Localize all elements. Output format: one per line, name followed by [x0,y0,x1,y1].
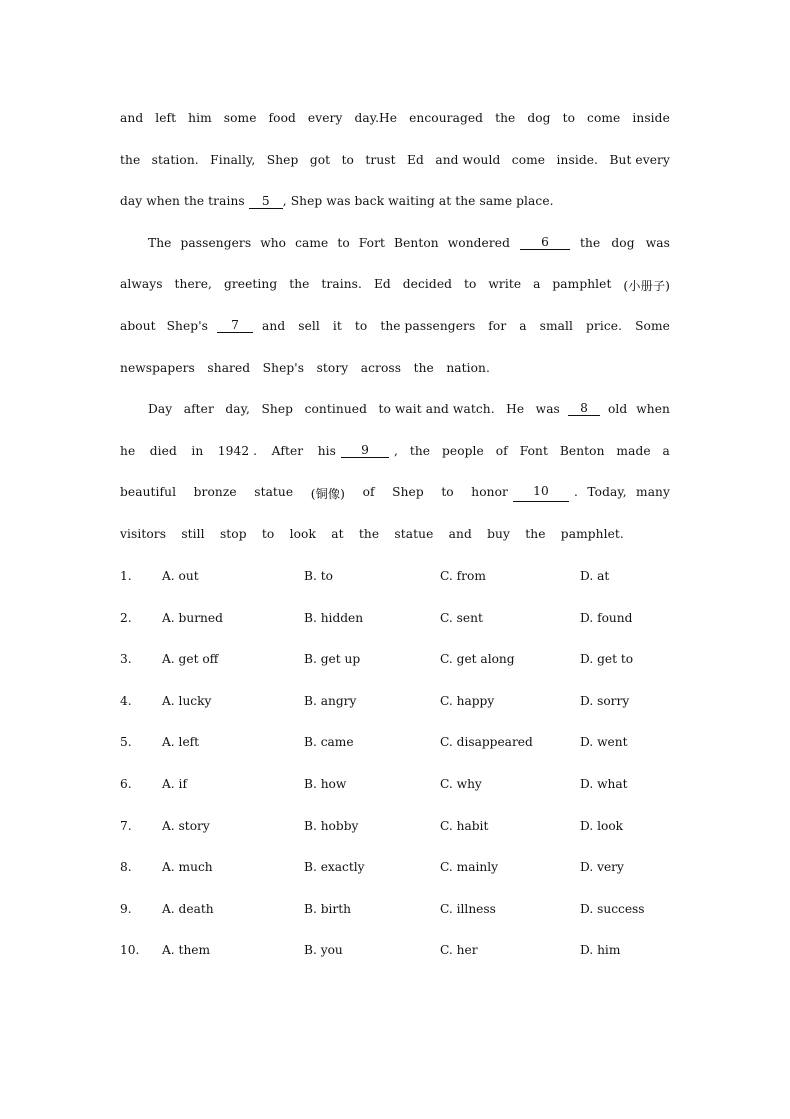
passage-word: left [155,111,177,125]
passage-line [120,319,670,333]
option-c: C. habit [440,819,489,833]
passage-word: continued [304,402,367,416]
passage-word: the [409,444,431,458]
passage-word: many [636,485,670,499]
passage-word: he [120,444,136,458]
option-b: B. hidden [304,611,364,625]
passage-word: a [519,319,527,333]
option-c: C. her [440,943,478,957]
blank-7: 7 [217,319,253,333]
passage-word: to [261,527,275,541]
passage-word: dog [611,236,635,250]
passage-word: the [525,527,546,541]
option-b: B. came [304,735,354,749]
passage-word: it [332,319,342,333]
option-c: C. why [440,777,482,791]
passage-word: price. [586,319,623,333]
passage-line [120,361,490,375]
passage-word: Benton [394,236,439,250]
passage-word: Today, [587,485,627,499]
passage-word: to [441,485,454,499]
question-number: 10. [120,943,140,957]
passage-word: the [120,153,141,167]
option-b: B. angry [304,694,357,708]
passage-word: inside [632,111,670,125]
passage-word: the [358,527,380,541]
passage-word: small [539,319,574,333]
passage-segment [120,485,508,502]
option-d: D. very [580,860,624,874]
passage-word: every [307,111,343,125]
question-number: 3. [120,652,132,666]
passage-word: . [574,485,578,499]
passage-word: dog [527,111,551,125]
passage-word: for [488,319,507,333]
passage-word: statue [394,527,434,541]
passage-word: of [495,444,508,458]
passage-word: the [580,236,601,250]
question-number: 1. [120,569,132,583]
passage-word: Some [635,319,670,333]
passage-word: story [316,361,349,375]
passage-word: who [260,236,287,250]
passage-word: some [223,111,257,125]
option-c: C. get along [440,652,515,666]
option-c: C. happy [440,694,495,708]
passage-line [148,236,670,250]
passage-word: newspapers [120,361,195,375]
question-number: 6. [120,777,132,791]
option-d: D. sorry [580,694,630,708]
option-a: A. if [162,777,187,791]
passage-word: passengers [180,236,252,250]
passage-word: and would [435,153,501,167]
passage-word: Shep [266,153,299,167]
passage-word: day.He [354,111,398,125]
option-b: B. you [304,943,343,957]
passage-segment [608,402,670,416]
option-c: C. disappeared [440,735,533,749]
passage-word: got [309,153,331,167]
option-a: A. them [162,943,211,957]
passage-word: the passengers [380,319,476,333]
option-a: A. out [162,569,199,583]
passage-word: stop [219,527,247,541]
passage-word: , [394,444,398,458]
passage-word: (铜像) [310,487,346,501]
passage-word: Shep's [166,319,208,333]
passage-line [120,485,670,502]
option-c: C. from [440,569,486,583]
option-d: D. look [580,819,624,833]
blank-8: 8 [568,402,600,416]
option-b: B. how [304,777,347,791]
passage-text: , Shep was back waiting at the same place. [282,194,554,208]
passage-word: buy [487,527,510,541]
passage-line [120,527,624,541]
passage-word: and [262,319,286,333]
passage-word: about [120,319,156,333]
passage-word: Day [148,402,173,416]
option-c: C. sent [440,611,483,625]
passage-word: there, [174,277,213,291]
option-d: D. what [580,777,628,791]
passage-word: beautiful [120,485,177,499]
passage-word: to wait and watch. [378,402,495,416]
passage-word: But every [609,153,670,167]
passage-segment [148,236,510,250]
passage-word: still [181,527,205,541]
passage-word: came [295,236,329,250]
passage-word: Benton [559,444,605,458]
passage-word: food [268,111,296,125]
passage-word: pamphlet [552,277,612,291]
blank-10: 10 [513,485,569,502]
passage-word: Font [519,444,548,458]
passage-word: the [495,111,516,125]
passage-word: Shep's [262,361,305,375]
option-a: A. much [162,860,213,874]
passage-word: to [354,319,368,333]
question-number: 7. [120,819,132,833]
passage-line [120,111,670,125]
option-b: B. birth [304,902,351,916]
option-a: A. story [162,819,210,833]
passage-word: was [645,236,670,250]
passage-segment [394,444,670,458]
passage-word: Ed [407,153,424,167]
passage-word: to [562,111,576,125]
passage-word: trains. [321,277,362,291]
passage-word: died [149,444,177,458]
passage-word: the [289,277,310,291]
option-a: A. death [162,902,214,916]
passage-word: The [148,236,172,250]
question-number: 4. [120,694,132,708]
option-d: D. at [580,569,610,583]
passage-word: the [413,361,434,375]
option-d: D. success [580,902,645,916]
passage-word: greeting [223,277,278,291]
question-number: 5. [120,735,132,749]
passage-segment [574,485,670,502]
passage-word: at [331,527,344,541]
passage-line [148,402,670,416]
passage-word: bronze [193,485,237,499]
passage-segment [262,319,670,333]
question-number: 8. [120,860,132,874]
passage-text: day when the trains [120,194,245,208]
passage-word: After [271,444,304,458]
option-b: B. get up [304,652,361,666]
passage-word: shared [207,361,251,375]
blank-6: 6 [520,236,570,250]
passage-line [120,194,670,209]
passage-word: trust [365,153,396,167]
option-c: C. illness [440,902,496,916]
option-d: D. get to [580,652,634,666]
passage-word: wondered [447,236,510,250]
passage-word: 1942 . [217,444,258,458]
passage-word: was [535,402,560,416]
passage-word: look [289,527,316,541]
passage-segment [148,402,560,416]
passage-word: across [360,361,402,375]
blank-9: 9 [341,444,389,458]
passage-line [120,444,670,458]
passage-word: station. [151,153,199,167]
passage-word: He [506,402,525,416]
option-b: B. exactly [304,860,365,874]
passage-word: come [511,153,546,167]
passage-word: (小册子) [623,279,670,293]
passage-line [120,277,670,294]
passage-segment [120,319,208,333]
passage-word: him [188,111,212,125]
passage-word: Shep [392,485,424,499]
passage-word: and [448,527,472,541]
passage-word: always [120,277,163,291]
option-d: D. went [580,735,628,749]
passage-word: sell [298,319,320,333]
option-a: A. lucky [162,694,212,708]
passage-word: Ed [373,277,391,291]
option-b: B. to [304,569,333,583]
question-number: 2. [120,611,132,625]
passage-word: decided [402,277,453,291]
question-number: 9. [120,902,132,916]
passage-word: old [608,402,628,416]
option-a: A. burned [162,611,223,625]
passage-word: pamphlet. [560,527,624,541]
option-b: B. hobby [304,819,359,833]
passage-word: nation. [446,361,490,375]
passage-word: when [636,402,670,416]
passage-word: Finally, [210,153,256,167]
passage-word: in [191,444,204,458]
option-c: C. mainly [440,860,498,874]
passage-word: statue [254,485,294,499]
passage-segment [580,236,670,250]
passage-word: a [533,277,541,291]
passage-word: to [463,277,477,291]
passage-word: Fort [358,236,386,250]
passage-word: to [341,153,354,167]
passage-word: come [587,111,621,125]
passage-word: to [337,236,350,250]
passage-word: inside. [556,153,599,167]
option-a: A. left [162,735,200,749]
passage-word: after [183,402,214,416]
passage-word: Shep [261,402,294,416]
passage-word: of [362,485,375,499]
passage-word: his [317,444,336,458]
passage-line [120,153,670,167]
passage-word: day, [225,402,250,416]
option-d: D. found [580,611,633,625]
passage-word: write [488,277,522,291]
passage-word: a [662,444,670,458]
passage-segment [120,444,336,458]
passage-word: made [616,444,651,458]
option-d: D. him [580,943,621,957]
passage-word: and [120,111,144,125]
option-a: A. get off [162,652,219,666]
passage-word: honor [471,485,508,499]
blank-5: 5 [249,195,283,209]
passage-word: people [442,444,484,458]
passage-word: encouraged [409,111,484,125]
passage-word: visitors [120,527,167,541]
